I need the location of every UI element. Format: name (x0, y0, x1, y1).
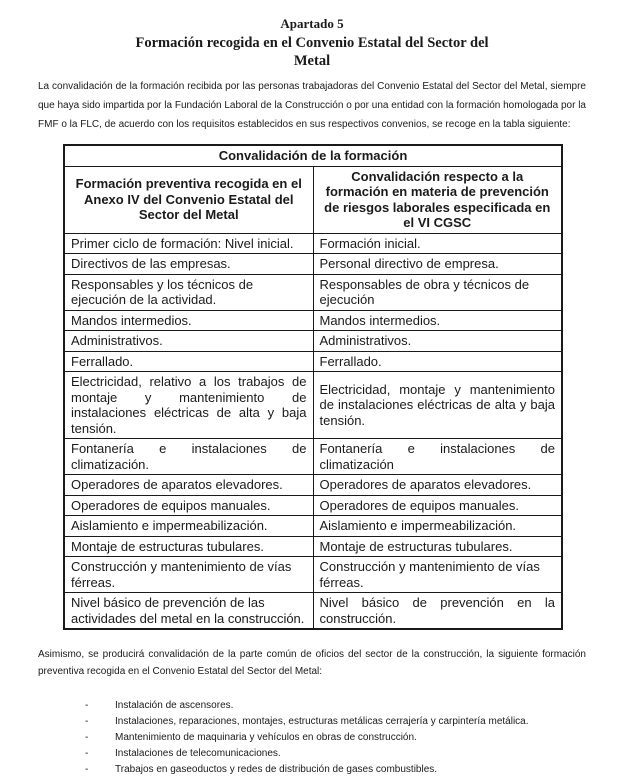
section-heading: Apartado 5 (280, 16, 344, 31)
cell-right: Montaje de estructuras tubulares. (313, 536, 562, 557)
list-item (85, 730, 584, 746)
dash-marker: - (85, 732, 89, 743)
cell-left: Ferrallado. (64, 351, 313, 372)
table-row (64, 439, 562, 475)
table-row (64, 274, 562, 310)
table-header-row (64, 166, 562, 233)
table-row (64, 351, 562, 372)
dash-marker: - (85, 700, 89, 711)
list-item-text: Instalaciones, reparaciones, montajes, estructuras metálicas cerrajería y carpintería metálica. (115, 716, 529, 727)
table-row (64, 536, 562, 557)
cell-right: Electricidad, montaje y mantenimiento de instalaciones eléctricas de alta y baja tensión. (313, 372, 562, 439)
table-row (64, 254, 562, 275)
dash-marker: - (85, 716, 89, 727)
list-item-text: Instalación de ascensores. (115, 700, 234, 711)
cell-right: Aislamiento e impermeabilización. (313, 516, 562, 537)
cell-right: Operadores de aparatos elevadores. (313, 475, 562, 496)
cell-left: Fontanería e instalaciones de climatización. (64, 439, 313, 475)
cell-left: Operadores de equipos manuales. (64, 495, 313, 516)
dash-marker: - (85, 748, 89, 759)
convalidation-table (63, 144, 563, 630)
cell-right: Personal directivo de empresa. (313, 254, 562, 275)
table-row (64, 495, 562, 516)
cell-right: Nivel básico de prevención en la construcción. (313, 593, 562, 630)
column-header-left: Formación preventiva recogida en el Anexo IV del Convenio Estatal del Sector del Metal (64, 166, 313, 233)
column-header-right: Convalidación respecto a la formación en materia de prevención de riesgos laborales especificada en el VI CGSC (313, 166, 562, 233)
intro-paragraph: La convalidación de la formación recibida por las personas trabajadoras del Convenio Estatal del Sector del Metal, siempre que haya sido impartida por la Fundación Laboral de la Construcción o por una entidad con la formación homologada por la FMF o la FLC, de acuerdo con los requisitos establecidos en sus respectivos convenios, se recoge en la tabla siguiente: (38, 81, 586, 130)
table-row (64, 475, 562, 496)
table-row (64, 233, 562, 254)
closing-paragraph: Asimismo, se producirá convalidación de la parte común de oficios del sector de la construcción, la siguiente formación preventiva recogida en el Convenio Estatal del Sector del Metal: (38, 649, 586, 677)
table-row (64, 331, 562, 352)
list-item (85, 698, 584, 714)
list-item-text: Mantenimiento de maquinaria y vehículos en obras de construcción. (115, 732, 417, 743)
cell-left: Aislamiento e impermeabilización. (64, 516, 313, 537)
table-row (64, 593, 562, 630)
cell-left: Primer ciclo de formación: Nivel inicial. (64, 233, 313, 254)
cell-right: Administrativos. (313, 331, 562, 352)
cell-right: Construcción y mantenimiento de vías férreas. (313, 557, 562, 593)
list-item (85, 746, 584, 762)
table-row (64, 557, 562, 593)
list-item-text: Instalaciones de telecomunicaciones. (115, 748, 281, 759)
table-row (64, 372, 562, 439)
list-item (85, 714, 584, 730)
cell-left: Nivel básico de prevención de las actividades del metal en la construcción. (64, 593, 313, 630)
table-row (64, 310, 562, 331)
cell-left: Montaje de estructuras tubulares. (64, 536, 313, 557)
document-title-line: Metal (293, 53, 331, 69)
cell-left: Operadores de aparatos elevadores. (64, 475, 313, 496)
dash-marker: - (85, 764, 89, 775)
list-item (85, 762, 584, 778)
cell-left: Responsables y los técnicos de ejecución de la actividad. (64, 274, 313, 310)
document-title-line: Formación recogida en el Convenio Estatal del Sector del (135, 35, 489, 51)
document-title (0, 34, 624, 70)
cell-right: Fontanería e instalaciones de climatización (313, 439, 562, 475)
cell-left: Electricidad, relativo a los trabajos de montaje y mantenimiento de instalaciones eléctricas de alta y baja tensión. (64, 372, 313, 439)
table-title: Convalidación de la formación (64, 145, 562, 166)
table-row (64, 516, 562, 537)
cell-right: Formación inicial. (313, 233, 562, 254)
cell-left: Administrativos. (64, 331, 313, 352)
table-title-row (64, 145, 562, 166)
cell-right: Operadores de equipos manuales. (313, 495, 562, 516)
cell-left: Construcción y mantenimiento de vías férreas. (64, 557, 313, 593)
bullet-list (85, 698, 584, 778)
cell-left: Directivos de las empresas. (64, 254, 313, 275)
cell-right: Ferrallado. (313, 351, 562, 372)
cell-left: Mandos intermedios. (64, 310, 313, 331)
list-item-text: Trabajos en gaseoductos y redes de distribución de gases combustibles. (115, 764, 438, 775)
cell-right: Responsables de obra y técnicos de ejecución (313, 274, 562, 310)
cell-right: Mandos intermedios. (313, 310, 562, 331)
